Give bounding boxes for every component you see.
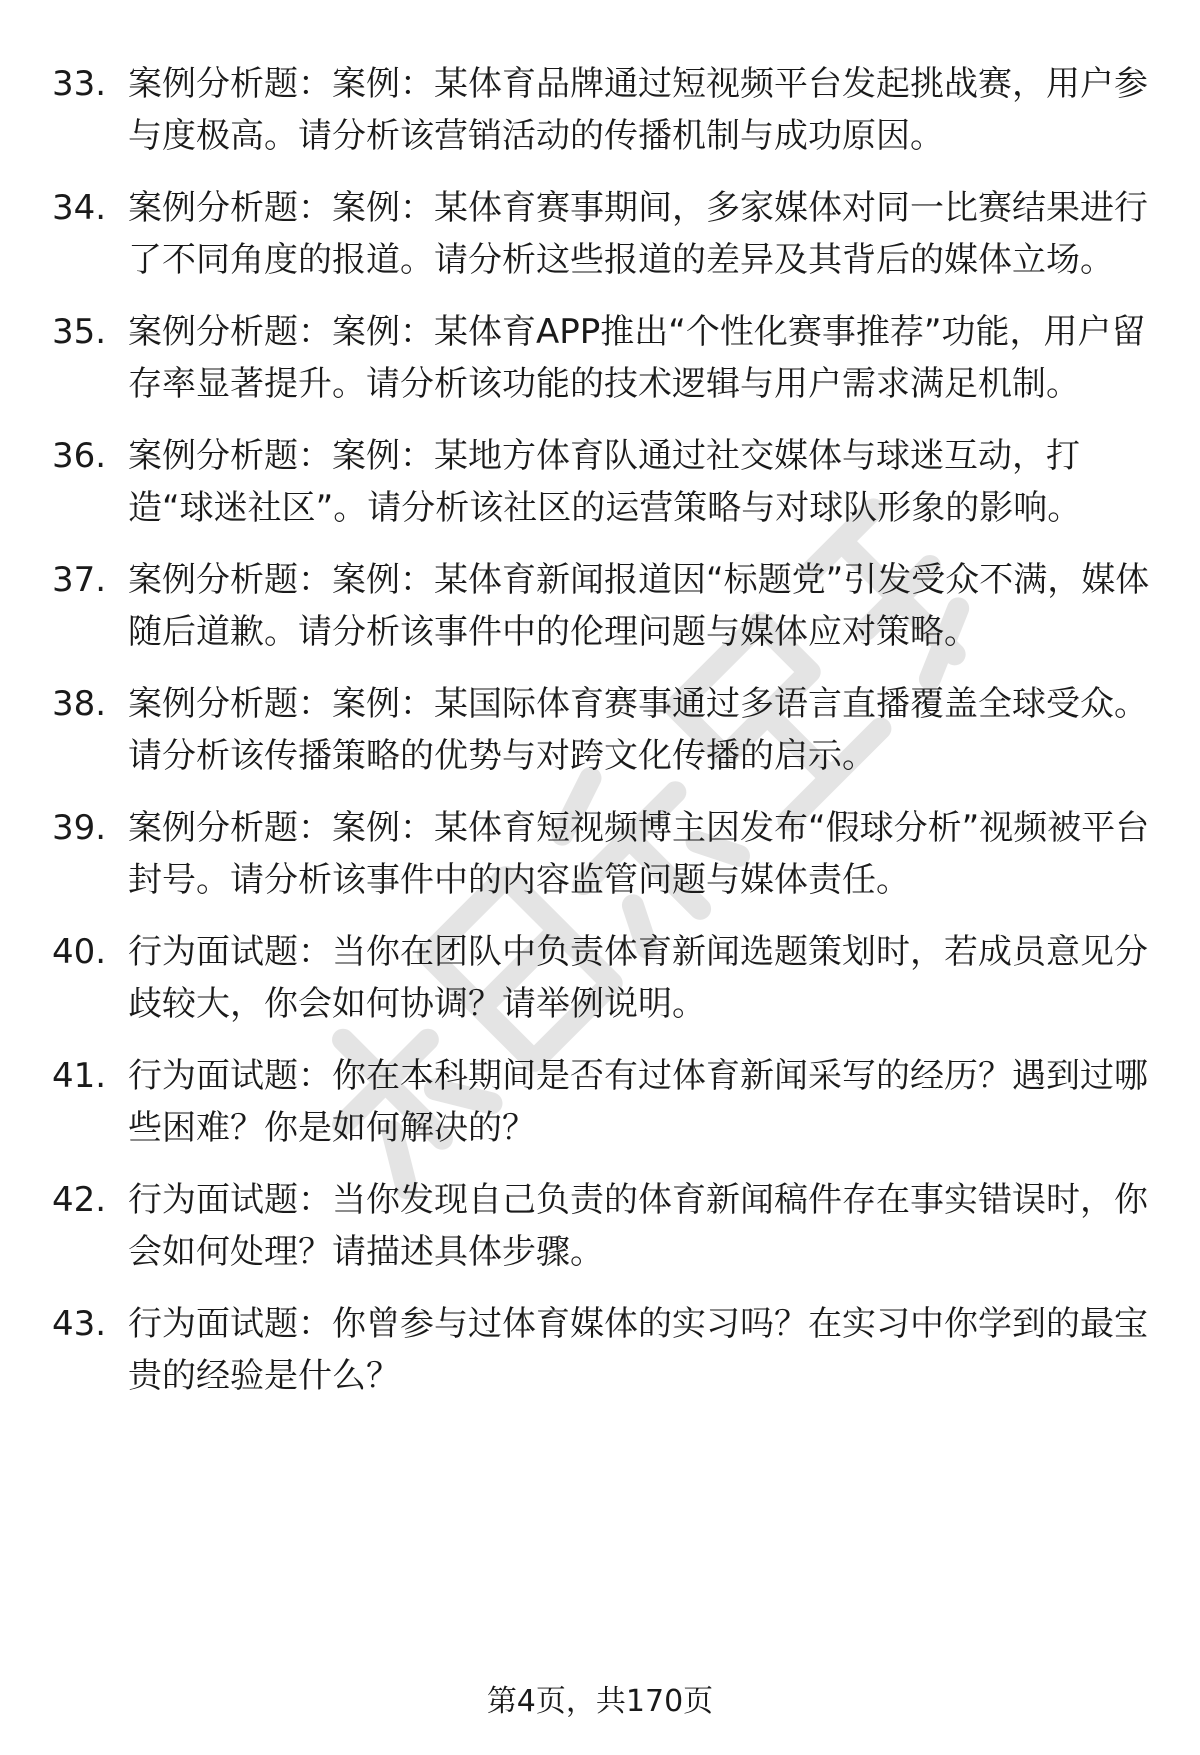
list-item [52, 306, 1152, 410]
question-number: 35. [52, 312, 107, 352]
list-item [52, 678, 1152, 782]
question-text: 案例分析题：案例：某体育APP推出“个性化赛事推荐”功能，用户留存率显著提升。请分析该功能的技术逻辑与用户需求满足机制。 [128, 312, 1146, 404]
list-item [52, 1174, 1152, 1278]
question-text: 案例分析题：案例：某体育新闻报道因“标题党”引发受众不满，媒体随后道歉。请分析该事件中的伦理问题与媒体应对策略。 [128, 560, 1150, 652]
question-text: 案例分析题：案例：某国际体育赛事通过多语言直播覆盖全球受众。请分析该传播策略的优势与对跨文化传播的启示。 [128, 684, 1148, 776]
list-item [52, 926, 1152, 1030]
list-item [52, 1298, 1152, 1402]
question-list [52, 58, 1152, 1422]
page-number-label: 第4页，共170页 [486, 1684, 714, 1719]
question-number: 42. [52, 1180, 107, 1220]
question-number: 41. [52, 1056, 107, 1096]
question-number: 43. [52, 1304, 107, 1344]
list-item [52, 1050, 1152, 1154]
page-footer [0, 1680, 1200, 1724]
question-text: 案例分析题：案例：某体育品牌通过短视频平台发起挑战赛，用户参与度极高。请分析该营销活动的传播机制与成功原因。 [128, 64, 1148, 156]
question-text: 行为面试题：你在本科期间是否有过体育新闻采写的经历？遇到过哪些困难？你是如何解决的？ [128, 1056, 1148, 1148]
question-text: 案例分析题：案例：某体育短视频博主因发布“假球分析”视频被平台封号。请分析该事件中的内容监管问题与媒体责任。 [128, 808, 1150, 900]
question-number: 36. [52, 436, 107, 476]
list-item [52, 430, 1152, 534]
question-text: 行为面试题：你曾参与过体育媒体的实习吗？在实习中你学到的最宝贵的经验是什么？ [128, 1304, 1148, 1396]
question-text: 行为面试题：当你在团队中负责体育新闻选题策划时，若成员意见分歧较大，你会如何协调？请举例说明。 [128, 932, 1148, 1024]
question-text: 案例分析题：案例：某体育赛事期间，多家媒体对同一比赛结果进行了不同角度的报道。请分析这些报道的差异及其背后的媒体立场。 [128, 188, 1148, 280]
question-number: 39. [52, 808, 107, 848]
question-number: 37. [52, 560, 107, 600]
list-item [52, 58, 1152, 162]
question-number: 33. [52, 64, 107, 104]
list-item [52, 802, 1152, 906]
question-number: 34. [52, 188, 107, 228]
question-number: 40. [52, 932, 107, 972]
list-item [52, 554, 1152, 658]
list-item [52, 182, 1152, 286]
question-text: 案例分析题：案例：某地方体育队通过社交媒体与球迷互动，打造“球迷社区”。请分析该社区的运营策略与对球队形象的影响。 [128, 436, 1082, 528]
question-text: 行为面试题：当你发现自己负责的体育新闻稿件存在事实错误时，你会如何处理？请描述具体步骤。 [128, 1180, 1148, 1272]
question-number: 38. [52, 684, 107, 724]
